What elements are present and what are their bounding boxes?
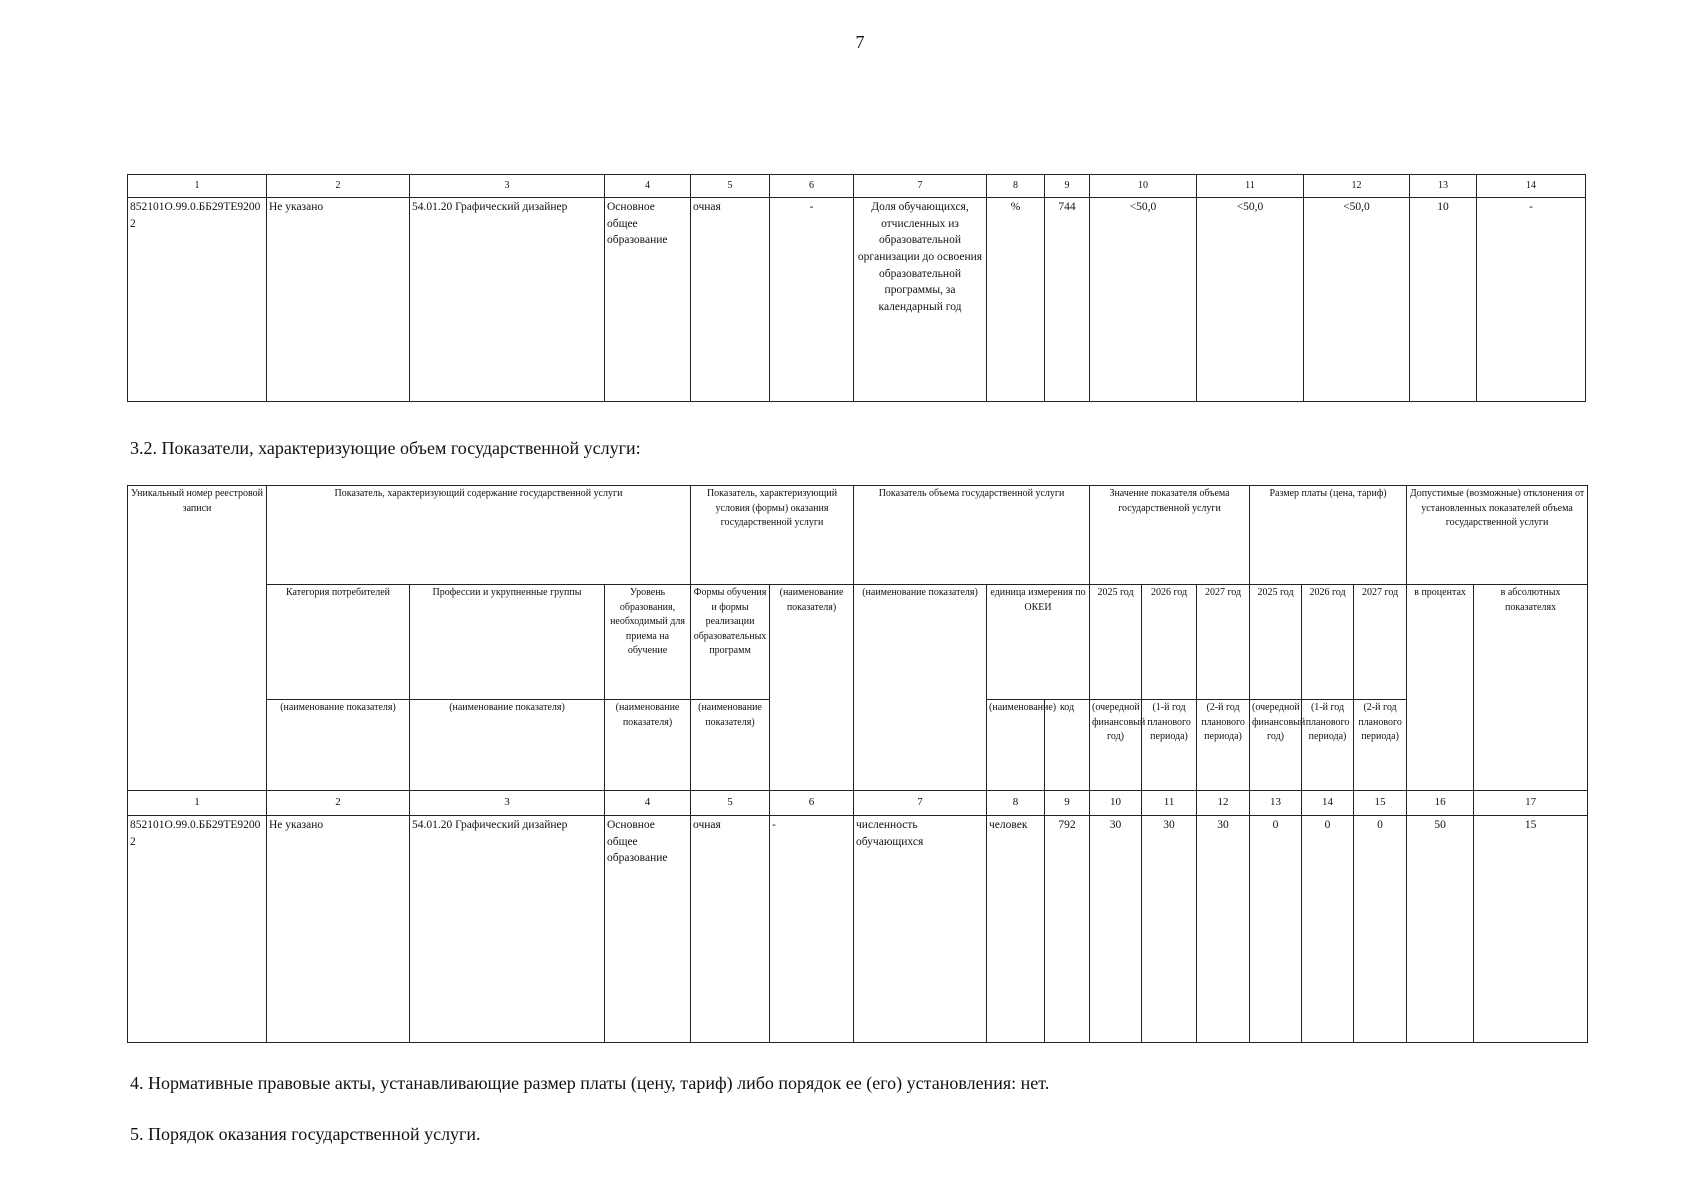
col-number: 6 (770, 175, 854, 198)
value-2026: <50,0 (1197, 198, 1304, 402)
year-header: 2025 год (1250, 585, 1302, 700)
col-number: 3 (410, 791, 605, 816)
fee-header: Размер платы (цена, тариф) (1250, 486, 1407, 585)
col-number: 3 (410, 175, 605, 198)
col-number: 13 (1410, 175, 1477, 198)
column-numbers-row (128, 175, 1586, 198)
study-form: очная (691, 198, 770, 402)
period-label: (2-й год планового периода) (1197, 700, 1250, 791)
period-label: (очередной финансовый год) (1250, 700, 1302, 791)
col-number: 15 (1354, 791, 1407, 816)
value-indicator-header: Значение показателя объема государственной услуги (1090, 486, 1250, 585)
col-number: 10 (1090, 791, 1142, 816)
level-header: Уровень образования, необходимый для приема на обучение (605, 585, 691, 700)
section-5-heading: 5. Порядок оказания государственной услуги. (130, 1124, 481, 1144)
deviation-header: Допустимые (возможные) отклонения от установленных показателей объема государственной услуги (1407, 486, 1588, 585)
col-number: 8 (987, 175, 1045, 198)
col-number: 17 (1474, 791, 1588, 816)
volume-indicator-name: численность обучающихся (854, 816, 987, 1043)
col-number: 11 (1142, 791, 1197, 816)
value-2027: 30 (1197, 816, 1250, 1043)
col-number: 2 (267, 791, 410, 816)
period-label: (2-й год планового периода) (1354, 700, 1407, 791)
year-header: 2027 год (1354, 585, 1407, 700)
indicator-name-label: (наименование показателя) (410, 700, 605, 791)
quality-indicator-name: Доля обучающихся, отчисленных из образовательной организации до освоения образовательной программы, за календарный год (854, 198, 987, 402)
year-header: 2027 год (1197, 585, 1250, 700)
header-row-1 (128, 486, 1588, 585)
col-number: 12 (1304, 175, 1410, 198)
content-indicator-header: Показатель, характеризующий содержание государственной услуги (267, 486, 691, 585)
section-4-text: 4. Нормативные правовые акты, устанавливающие размер платы (цену, тариф) либо порядок ее (его) установления: нет. (130, 1073, 1050, 1093)
indicator-name: - (770, 816, 854, 1043)
okei-code: 744 (1045, 198, 1090, 402)
col-number: 7 (854, 791, 987, 816)
volume-indicator-header: Показатель объема государственной услуги (854, 486, 1090, 585)
indicator-name-label: (наименование показателя) (267, 700, 410, 791)
volume-name-header: (наименование показателя) (854, 585, 987, 791)
table-row (128, 198, 1586, 402)
col-number: 4 (605, 791, 691, 816)
unit-name: % (987, 198, 1045, 402)
education-level: Основное общее образование (605, 198, 691, 402)
code-label: код (1045, 700, 1090, 791)
year-header: 2026 год (1302, 585, 1354, 700)
col-number: 1 (128, 791, 267, 816)
unit-name: человек (987, 816, 1045, 1043)
value-2026: 30 (1142, 816, 1197, 1043)
unit-header: единица измерения по ОКЕИ (987, 585, 1090, 700)
deviation-absolute: 15 (1474, 816, 1588, 1043)
consumer-category: Не указано (267, 816, 410, 1043)
fee-2027: 0 (1354, 816, 1407, 1043)
deviation-percent: 10 (1410, 198, 1477, 402)
forms-header: Формы обучения и формы реализации образовательных программ (691, 585, 770, 700)
col-number: 8 (987, 791, 1045, 816)
period-label: (очередной финансовый год) (1090, 700, 1142, 791)
section-3-2-heading: 3.2. Показатели, характеризующие объем государственной услуги: (130, 438, 641, 458)
column-numbers-row (128, 791, 1588, 816)
value-2025: <50,0 (1090, 198, 1197, 402)
absolute-header: в абсолютных показателях (1474, 585, 1588, 791)
col-number: 14 (1477, 175, 1586, 198)
col-number: 2 (267, 175, 410, 198)
profession: 54.01.20 Графический дизайнер (410, 816, 605, 1043)
percent-header: в процентах (1407, 585, 1474, 791)
category-header: Категория потребителей (267, 585, 410, 700)
study-form: очная (691, 816, 770, 1043)
fee-2025: 0 (1250, 816, 1302, 1043)
col-number: 10 (1090, 175, 1197, 198)
col-number: 7 (854, 175, 987, 198)
col-number: 6 (770, 791, 854, 816)
col-number: 13 (1250, 791, 1302, 816)
year-header: 2026 год (1142, 585, 1197, 700)
indicator-name-label: (наименование показателя) (605, 700, 691, 791)
volume-indicators-table (127, 485, 1588, 1043)
header-row-2 (128, 585, 1588, 700)
col-number: 1 (128, 175, 267, 198)
registry-number: 852101О.99.0.ББ29ТЕ92002 (128, 198, 267, 402)
period-label: (1-й год планового периода) (1142, 700, 1197, 791)
registry-number: 852101О.99.0.ББ29ТЕ92002 (128, 816, 267, 1043)
col-number: 5 (691, 175, 770, 198)
education-level: Основное общее образование (605, 816, 691, 1043)
col-number: 16 (1407, 791, 1474, 816)
consumer-category: Не указано (267, 198, 410, 402)
col-number: 9 (1045, 791, 1090, 816)
okei-code: 792 (1045, 816, 1090, 1043)
deviation-percent: 50 (1407, 816, 1474, 1043)
indicator-name-header: (наименование показателя) (770, 585, 854, 791)
profession: 54.01.20 Графический дизайнер (410, 198, 605, 402)
value-2027: <50,0 (1304, 198, 1410, 402)
col-number: 9 (1045, 175, 1090, 198)
deviation-absolute: - (1477, 198, 1586, 402)
col-number: 4 (605, 175, 691, 198)
professions-header: Профессии и укрупненные группы (410, 585, 605, 700)
indicator-name-label: (наименование показателя) (691, 700, 770, 791)
fee-2026: 0 (1302, 816, 1354, 1043)
table-row (128, 816, 1588, 1043)
col-number: 12 (1197, 791, 1250, 816)
page-number: 7 (855, 32, 865, 52)
col-number: 5 (691, 791, 770, 816)
unit-name-label: (наименование) (987, 700, 1045, 791)
value-2025: 30 (1090, 816, 1142, 1043)
col-number: 11 (1197, 175, 1304, 198)
indicator-name: - (770, 198, 854, 402)
period-label: (1-й год планового периода) (1302, 700, 1354, 791)
conditions-indicator-header: Показатель, характеризующий условия (формы) оказания государственной услуги (691, 486, 854, 585)
col-number: 14 (1302, 791, 1354, 816)
year-header: 2025 год (1090, 585, 1142, 700)
registry-number-header: Уникальный номер реестровой записи (128, 486, 267, 791)
quality-indicators-table (127, 174, 1586, 402)
